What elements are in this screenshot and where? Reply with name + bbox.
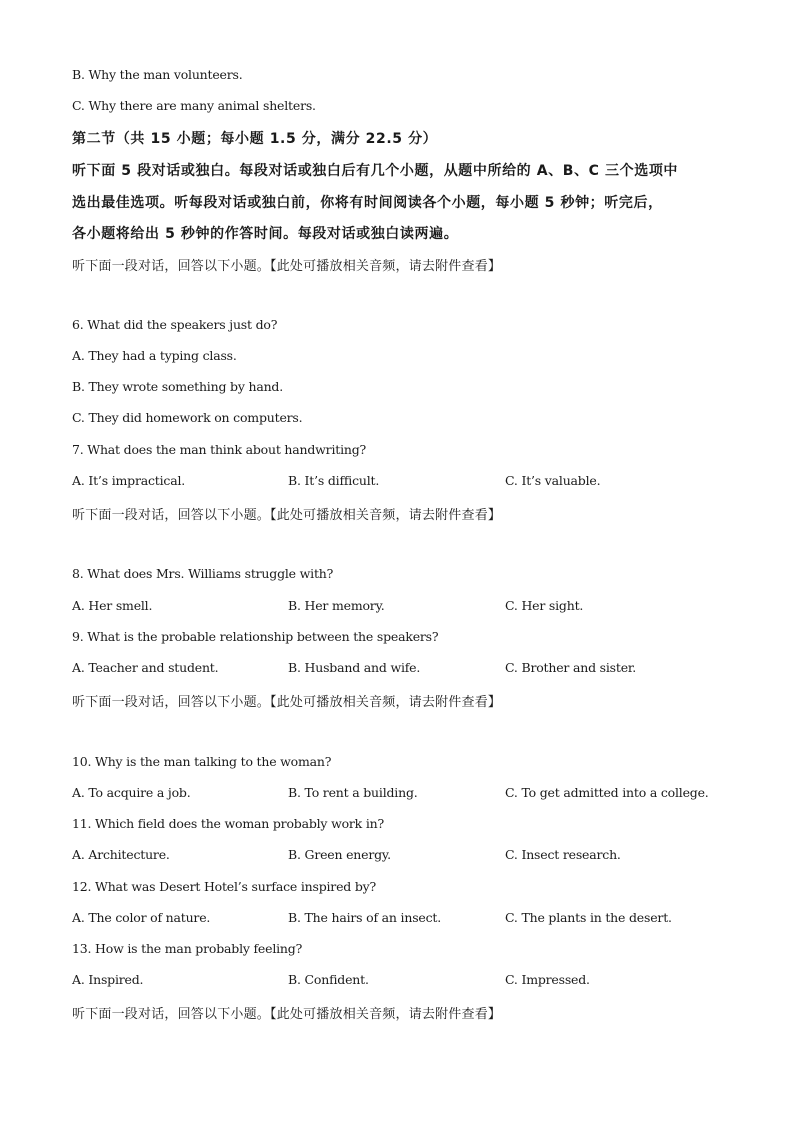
option-c: C. It’s valuable.: [505, 473, 601, 488]
option-a: A. Her smell.: [72, 598, 153, 613]
audio-note: 听下面一段对话，回答以下小题。【此处可播放相关音频，请去附件查看】: [72, 695, 502, 710]
option-b: B. Green energy.: [288, 847, 391, 862]
instructions-line-1: 听下面 5 段对话或独白。每段对话或独白后有几个小题，从题中所给的 A、B、C 三个选项中: [72, 163, 679, 179]
question-stem: 8. What does Mrs. Williams struggle with?: [72, 566, 334, 581]
option-a: A. Inspired.: [72, 972, 144, 987]
option-a: A. The color of nature.: [72, 910, 211, 925]
question-stem: 11. Which field does the woman probably work in?: [72, 816, 384, 831]
option-c: C. To get admitted into a college.: [505, 785, 709, 800]
option-b: B. Her memory.: [288, 598, 385, 613]
question-stem: 12. What was Desert Hotel’s surface inspired by?: [72, 879, 377, 894]
option-a: A. Teacher and student.: [72, 660, 219, 675]
option-b: B. The hairs of an insect.: [288, 910, 442, 925]
option-b-prev: B. Why the man volunteers.: [72, 67, 243, 82]
option-b: B. Husband and wife.: [288, 660, 421, 675]
option-c: C. The plants in the desert.: [505, 910, 672, 925]
option-c: C. Insect research.: [505, 847, 621, 862]
option-b: B. Confident.: [288, 972, 369, 987]
question-stem: 13. How is the man probably feeling?: [72, 941, 303, 956]
option-b: B. To rent a building.: [288, 785, 418, 800]
question-stem: 9. What is the probable relationship between the speakers?: [72, 629, 439, 644]
question-stem: 7. What does the man think about handwriting?: [72, 442, 367, 457]
question-stem: 6. What did the speakers just do?: [72, 317, 278, 332]
option-c-prev: C. Why there are many animal shelters.: [72, 98, 316, 113]
option-b: B. They wrote something by hand.: [72, 379, 284, 394]
option-a: A. They had a typing class.: [72, 348, 237, 363]
instructions-line-2: 选出最佳选项。听每段对话或独白前，你将有时间阅读各个小题，每小题 5 秒钟；听完后，: [72, 195, 663, 211]
section-heading: 第二节（共 15 小题；每小题 1.5 分，满分 22.5 分）: [72, 131, 438, 147]
option-c: C. Her sight.: [505, 598, 584, 613]
option-a: A. To acquire a job.: [72, 785, 191, 800]
audio-note: 听下面一段对话，回答以下小题。【此处可播放相关音频，请去附件查看】: [72, 508, 502, 523]
instructions-line-3: 各小题将给出 5 秒钟的作答时间。每段对话或独白读两遍。: [72, 226, 459, 242]
option-a: A. Architecture.: [72, 847, 170, 862]
option-c: C. They did homework on computers.: [72, 410, 303, 425]
option-a: A. It’s impractical.: [72, 473, 186, 488]
option-c: C. Brother and sister.: [505, 660, 637, 675]
option-b: B. It’s difficult.: [288, 473, 380, 488]
question-stem: 10. Why is the man talking to the woman?: [72, 754, 332, 769]
audio-note: 听下面一段对话，回答以下小题。【此处可播放相关音频，请去附件查看】: [72, 1007, 502, 1022]
audio-note: 听下面一段对话，回答以下小题。【此处可播放相关音频，请去附件查看】: [72, 259, 502, 274]
option-c: C. Impressed.: [505, 972, 590, 987]
